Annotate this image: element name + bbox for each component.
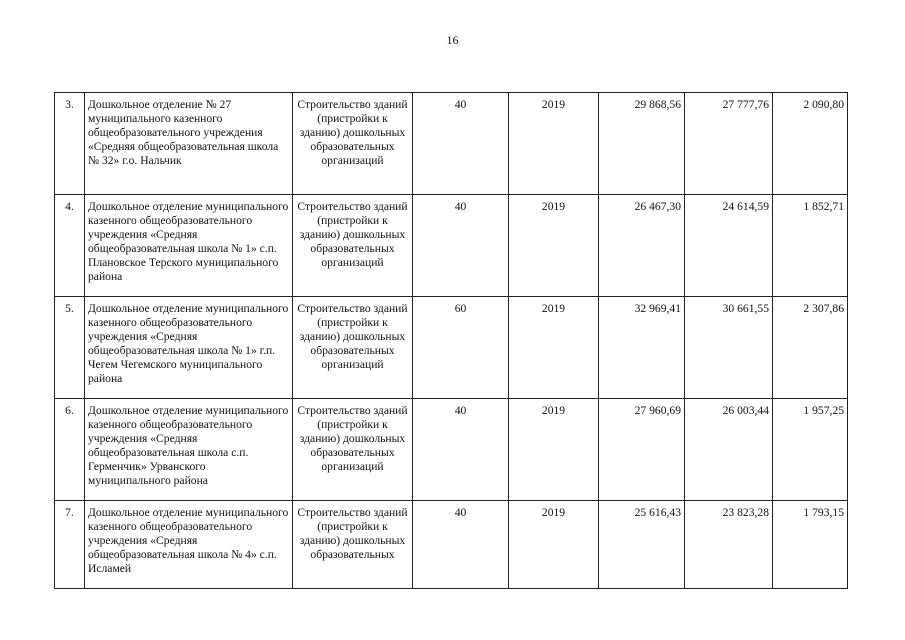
federal-amount: 24 614,59 — [685, 195, 773, 297]
table-row — [55, 501, 848, 589]
project-type: Строительство зданий (пристройки к зданию) дошкольных образовательных организаций — [293, 297, 413, 399]
regional-amount: 2 307,86 — [773, 297, 848, 399]
total-amount: 29 868,56 — [599, 93, 685, 195]
federal-amount: 23 823,28 — [685, 501, 773, 589]
capacity: 40 — [413, 501, 509, 589]
institution-name: Дошкольное отделение муниципального казенного общеобразовательного учреждения «Средняя общеобразовательная школа № 1» г.п. Чегем Чегемского муниципального района — [85, 297, 293, 399]
regional-amount: 1 957,25 — [773, 399, 848, 501]
regional-amount: 1 852,71 — [773, 195, 848, 297]
institution-name: Дошкольное отделение муниципального казенного общеобразовательного учреждения «Средняя общеобразовательная школа № 1» с.п. Плановское Терского муниципального района — [85, 195, 293, 297]
regional-amount: 2 090,80 — [773, 93, 848, 195]
year: 2019 — [509, 501, 599, 589]
capacity: 40 — [413, 93, 509, 195]
table-row — [55, 93, 848, 195]
project-type: Строительство зданий (пристройки к зданию) дошкольных образовательных — [293, 501, 413, 589]
project-type: Строительство зданий (пристройки к зданию) дошкольных образовательных организаций — [293, 93, 413, 195]
row-number: 4. — [55, 195, 85, 297]
page-number: 16 — [446, 33, 459, 47]
year: 2019 — [509, 399, 599, 501]
project-type: Строительство зданий (пристройки к зданию) дошкольных образовательных организаций — [293, 399, 413, 501]
table-row — [55, 399, 848, 501]
table-row — [55, 195, 848, 297]
institution-name: Дошкольное отделение № 27 муниципального казенного общеобразовательного учреждения «Средняя общеобразовательная школа № 32» г.о. Нальчик — [85, 93, 293, 195]
total-amount: 25 616,43 — [599, 501, 685, 589]
program-table — [54, 92, 848, 589]
table-row — [55, 297, 848, 399]
year: 2019 — [509, 297, 599, 399]
regional-amount: 1 793,15 — [773, 501, 848, 589]
row-number: 5. — [55, 297, 85, 399]
capacity: 40 — [413, 195, 509, 297]
capacity: 60 — [413, 297, 509, 399]
total-amount: 27 960,69 — [599, 399, 685, 501]
total-amount: 32 969,41 — [599, 297, 685, 399]
row-number: 7. — [55, 501, 85, 589]
year: 2019 — [509, 195, 599, 297]
total-amount: 26 467,30 — [599, 195, 685, 297]
federal-amount: 30 661,55 — [685, 297, 773, 399]
row-number: 6. — [55, 399, 85, 501]
institution-name: Дошкольное отделение муниципального казенного общеобразовательного учреждения «Средняя общеобразовательная школа № 4» с.п. Исламей — [85, 501, 293, 589]
project-type: Строительство зданий (пристройки к зданию) дошкольных образовательных организаций — [293, 195, 413, 297]
year: 2019 — [509, 93, 599, 195]
federal-amount: 26 003,44 — [685, 399, 773, 501]
row-number: 3. — [55, 93, 85, 195]
institution-name: Дошкольное отделение муниципального казенного общеобразовательного учреждения «Средняя общеобразовательная школа с.п. Герменчик» Урванского муниципального района — [85, 399, 293, 501]
capacity: 40 — [413, 399, 509, 501]
federal-amount: 27 777,76 — [685, 93, 773, 195]
